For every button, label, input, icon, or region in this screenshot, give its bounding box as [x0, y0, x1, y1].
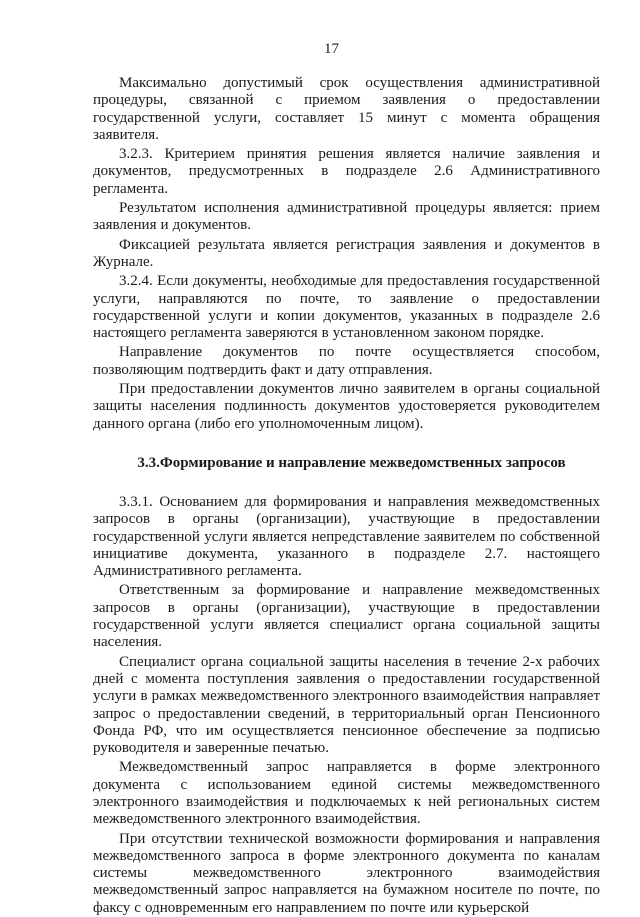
paragraph: Направление документов по почте осуществляется способом, позволяющим подтвердить факт и дату отправления.	[93, 344, 600, 378]
paragraph: При отсутствии технической возможности формирования и направления межведомственного запроса в форме электронного документа по каналам системы межведомственного электронного взаимодействия межведомственный запрос направляется на бумажном носителе по почте, по факсу с одновременным его направлением по почте или курьерской	[93, 830, 600, 916]
paragraph: Максимально допустимый срок осуществления административной процедуры, связанной с приемом заявления о предоставлении государственной услуги, составляет 15 минут с момента обращения заявителя.	[93, 75, 600, 143]
paragraph: Специалист органа социальной защиты населения в течение 2-х рабочих дней с момента поступления заявления о предоставлении государственной услуги в рамках межведомственного электронного взаимодействия направляет запрос о предоставлении сведений, в территориальный орган Пенсионного Фонда РФ, что им осуществляется пенсионное обеспечение за подписью руководителя и заверенные печатью.	[93, 653, 600, 757]
paragraph: Ответственным за формирование и направление межведомственных запросов в органы (организации), участвующие в предоставлении государственной услуги является специалист органа социальной защиты населения.	[93, 582, 600, 651]
paragraph: 3.3.1. Основанием для формирования и направления межведомственных запросов в органы (организации), участвующие в предоставлении государственной услуги является непредставление заявителем по собственной инициативе документа, указанного в подразделе 2.7. настоящего Административного регламента.	[93, 493, 600, 580]
page-number: 17	[324, 41, 339, 57]
paragraph: Межведомственный запрос направляется в форме электронного документа с использованием единой системы межведомственного электронного взаимодействия и подключаемых к ней региональных систем межведомственного электронного взаимодействия.	[93, 759, 600, 828]
paragraph: При предоставлении документов лично заявителем в органы социальной защиты населения подлинность документов удостоверяется руководителем данного органа (либо его уполномоченным лицом).	[93, 381, 600, 432]
paragraph: 3.2.3. Критерием принятия решения является наличие заявления и документов, предусмотренных в подразделе 2.6 Административного регламента.	[93, 146, 600, 197]
top-paragraphs	[93, 75, 600, 433]
paragraph: Фиксацией результата является регистрация заявления и документов в Журнале.	[93, 236, 600, 270]
paragraph: Результатом исполнения административной процедуры является: прием заявления и документов.	[93, 200, 600, 234]
paragraph: 3.2.4. Если документы, необходимые для предоставления государственной услуги, направляются по почте, то заявление о предоставлении государственной услуги и копии документов, указанных в подразделе 2.6 настоящего регламента заверяются в установленном законом порядке.	[93, 273, 600, 342]
section-title: 3.3.Формирование и направление межведомственных запросов	[137, 454, 566, 471]
bottom-paragraphs	[93, 494, 600, 917]
